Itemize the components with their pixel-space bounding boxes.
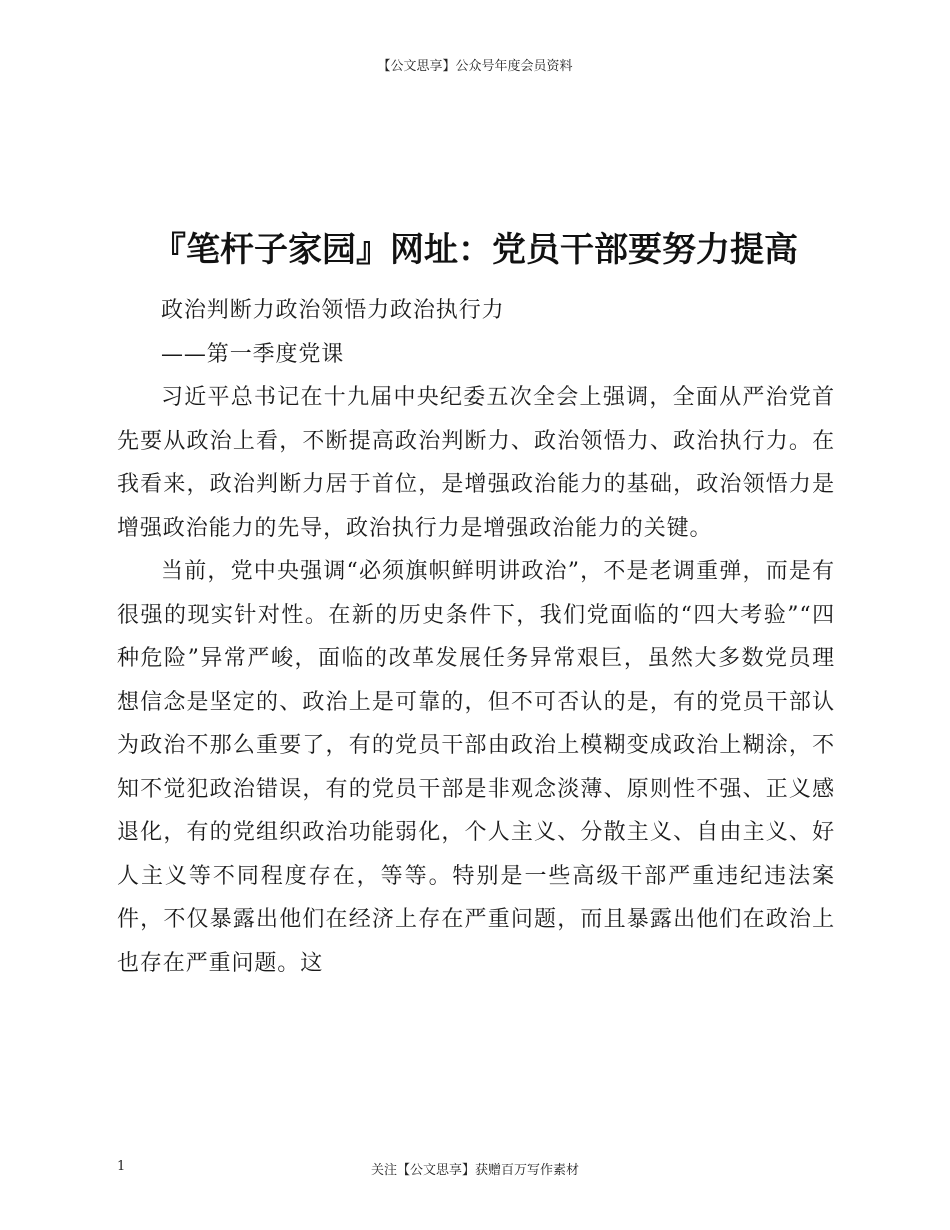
document-body [117, 289, 835, 985]
paragraph-2: 当前，党中央强调“必须旗帜鲜明讲政治”，不是老调重弹，而是有很强的现实针对性。在新的历史条件下，我们党面临的“四大考验”“四种危险”异常严峻，面临的改革发展任务异常艰巨，虽然大多数党员理想信念是坚定的、政治上是可靠的，但不可否认的是，有的党员干部认为政治不那么重要了，有的党员干部由政治上模糊变成政治上糊涂，不知不觉犯政治错误，有的党员干部是非观念淡薄、原则性不强、正义感退化，有的党组织政治功能弱化，个人主义、分散主义、自由主义、好人主义等不同程度存在，等等。特别是一些高级干部严重违纪违法案件，不仅暴露出他们在经济上存在严重问题，而且暴露出他们在政治上也存在严重问题。这 [117, 559, 835, 976]
paragraph-1: 习近平总书记在十九届中央纪委五次全会上强调，全面从严治党首先要从政治上看，不断提高政治判断力、政治领悟力、政治执行力。在我看来，政治判断力居于首位，是增强政治能力的基础，政治领悟力是增强政治能力的先导，政治执行力是增强政治能力的关键。 [117, 385, 835, 541]
page-footer [0, 1159, 950, 1179]
subtitle-line-2: ——第一季度党课 [161, 341, 345, 367]
document-title: 『笔杆子家园』网址：党员干部要努力提高 [152, 230, 798, 270]
footer-promo: 关注【公文思享】获赠百万写作素材 [370, 1163, 579, 1178]
page-header: 【公文思享】公众号年度会员资料 [377, 59, 573, 74]
page-number: 1 [117, 1159, 126, 1174]
subtitle-line-1: 政治判断力政治领悟力政治执行力 [161, 298, 505, 323]
